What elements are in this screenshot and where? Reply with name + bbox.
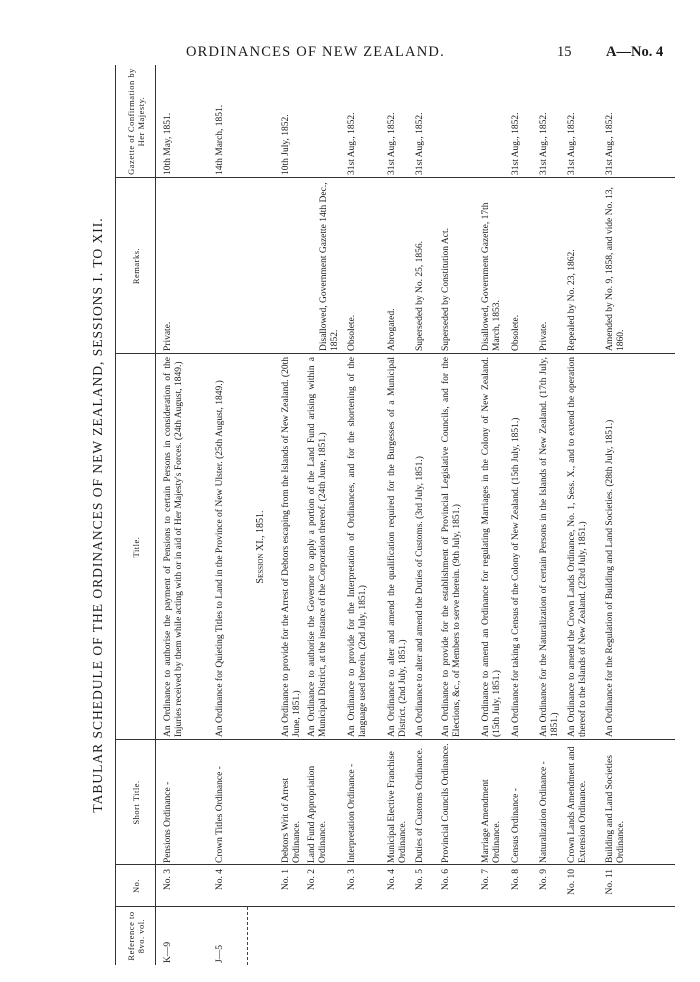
cell-no: No. 11: [605, 869, 615, 895]
column-divider: [115, 353, 675, 354]
cell-gazette: 14th March, 1851.: [215, 104, 225, 175]
table-top-rule: [115, 65, 116, 965]
cell-no: No. 5: [415, 869, 425, 891]
cell-gazette: 31st Aug., 1852.: [605, 112, 615, 175]
dashed-rule: [247, 907, 248, 965]
cell-no: No. 9: [539, 869, 549, 891]
cell-remarks: Obsolete.: [511, 314, 521, 351]
col-header-short-title: Short Title.: [131, 780, 141, 825]
cell-title: An Ordinance to alter and amend the qualification required for the Burgesses of a Municipal District. (2nd July, 1851.): [387, 357, 408, 737]
cell-remarks: Private.: [163, 321, 173, 351]
cell-remarks: Superseded by No. 25, 1856.: [415, 240, 425, 351]
rotated-schedule: [85, 65, 665, 965]
cell-short-title: Naturalization Ordinance -: [539, 761, 549, 863]
cell-title: An Ordinance to provide for the Arrest of Debtors escaping from the Islands of New Zealand. (20th June, 1851.): [281, 357, 302, 737]
column-divider: [115, 739, 675, 740]
cell-remarks: Obsolete.: [347, 314, 357, 351]
cell-no: No. 4: [215, 869, 225, 891]
cell-remarks: Amended by No. 9, 1858, and vide No. 13, 1860.: [605, 187, 626, 351]
cell-remarks: Private.: [539, 321, 549, 351]
cell-short-title: Census Ordinance -: [511, 788, 521, 863]
schedule-heading: TABULAR SCHEDULE OF THE ORDINANCES OF NEW ZEALAND, SESSIONS I. TO XII.: [90, 217, 105, 813]
col-header-title: Title.: [131, 536, 141, 558]
schedule-table: [115, 65, 655, 965]
running-title: ORDINANCES OF NEW ZEALAND.: [186, 44, 445, 60]
cell-title: An Ordinance to provide for the establishment of Provincial Legislative Councils, and for the Elections, &c., of Members to serve therein. (9th July, 1851.): [441, 357, 462, 737]
cell-title: An Ordinance to amend an Ordinance for regulating Marriages in the Colony of New Zealand. (15th July, 1851.): [481, 357, 502, 737]
cell-short-title: Pensions Ordinance -: [163, 781, 173, 863]
cell-gazette: 31st Aug., 1852.: [387, 112, 397, 175]
cell-title: An Ordinance for taking a Census of the Colony of New Zealand. (15th July, 1851.): [511, 417, 521, 737]
cell-title: An Ordinance to amend the Crown Lands Ordinance, No. 1, Sess. X., and to extend the operation thereof to the Islands of New Zealand. (23rd July, 1851.): [567, 357, 588, 737]
cell-title: An Ordinance to provide for the Interpretation of Ordinances, and for the shortening of the language used therein. (2nd July, 1851.): [347, 357, 368, 737]
cell-no: No. 2: [307, 869, 317, 891]
cell-short-title: Crown Titles Ordinance -: [215, 766, 225, 863]
cell-no: No. 1: [281, 869, 291, 891]
cell-title: An Ordinance to authorise the payment of Pensions to certain Persons in consideration of the Injuries received by them while acting with or in aid of Her Majesty's Forces. (24th August, 1849.): [163, 357, 184, 737]
cell-no: No. 10: [567, 869, 577, 895]
cell-gazette: 31st Aug., 1852.: [511, 112, 521, 175]
col-header-ref: Reference to 8vo. vol.: [126, 911, 146, 961]
cell-no: No. 4: [387, 869, 397, 891]
cell-no: No. 6: [441, 869, 451, 891]
column-divider: [115, 177, 675, 178]
cell-gazette: 31st Aug., 1852.: [539, 112, 549, 175]
cell-gazette: 10th July, 1852.: [281, 114, 291, 175]
cell-gazette: 10th May, 1851.: [163, 112, 173, 175]
cell-short-title: Duties of Customs Ordinance.: [415, 747, 425, 863]
cell-remarks: Repealed by No. 23, 1862.: [567, 249, 577, 351]
cell-short-title: Marriage Amendment Ordinance.: [481, 779, 502, 863]
cell-ref: K—9: [163, 941, 173, 963]
cell-remarks: Disallowed, Government Gazette, 17th March, 1853.: [481, 202, 502, 351]
cell-title: An Ordinance for the Naturalization of certain Persons in the Islands of New Zealand. (17th July, 1851.): [539, 357, 560, 737]
cell-short-title: Interpretation Ordinance -: [347, 763, 357, 863]
column-divider: [115, 864, 675, 865]
cell-title: An Ordinance for the Regulation of Building and Land Societies. (28th July, 1851.): [605, 419, 615, 737]
col-header-no: No.: [131, 879, 141, 894]
cell-title: An Ordinance for Quieting Titles to Land in the Province of New Ulster. (25th August, 1849.): [215, 380, 225, 737]
cell-remarks: Disallowed, Government Gazette 14th Dec., 1852.: [319, 182, 340, 351]
cell-gazette: 31st Aug., 1852.: [567, 112, 577, 175]
cell-short-title: Crown Lands Amendment and Extension Ordinance.: [567, 746, 588, 863]
col-header-remarks: Remarks.: [131, 247, 141, 285]
document-reference: A—No. 4: [606, 44, 664, 60]
page-number: 15: [557, 44, 572, 60]
cell-gazette: 31st Aug., 1852.: [347, 112, 357, 175]
cell-gazette: 31st Aug., 1852.: [415, 112, 425, 175]
col-header-gazette: Gazette of Confirmation by Her Majesty.: [126, 68, 146, 175]
cell-no: No. 7: [481, 869, 491, 891]
session-label: Session XI., 1851.: [255, 510, 266, 584]
cell-no: No. 3: [163, 869, 173, 891]
cell-no: No. 8: [511, 869, 521, 891]
cell-title: An Ordinance to authorise the Governor to apply a portion of the Land Fund arising within a Municipal District, at the instance of the Corporation thereof. (24th June, 1851.): [307, 357, 328, 737]
header-rule: [155, 65, 156, 965]
page-header: [0, 0, 700, 60]
column-divider: [115, 906, 675, 907]
cell-no: No. 3: [347, 869, 357, 891]
cell-short-title: Land Fund Appropriation Ordinance.: [307, 765, 328, 863]
cell-ref: J—5: [215, 945, 225, 963]
cell-short-title: Provincial Councils Ordinance.: [441, 743, 451, 863]
cell-short-title: Debtors Writ of Arrest Ordinance.: [281, 777, 302, 863]
cell-short-title: Building and Land Societies Ordinance.: [605, 755, 626, 863]
cell-short-title: Municipal Elective Franchise Ordinance.: [387, 751, 408, 863]
cell-remarks: Abrogated.: [387, 308, 397, 351]
cell-title: An Ordinance to alter and amend the Duties of Customs. (3rd July, 1851.): [415, 456, 425, 737]
cell-remarks: Superseded by Constitution Act.: [441, 228, 451, 351]
